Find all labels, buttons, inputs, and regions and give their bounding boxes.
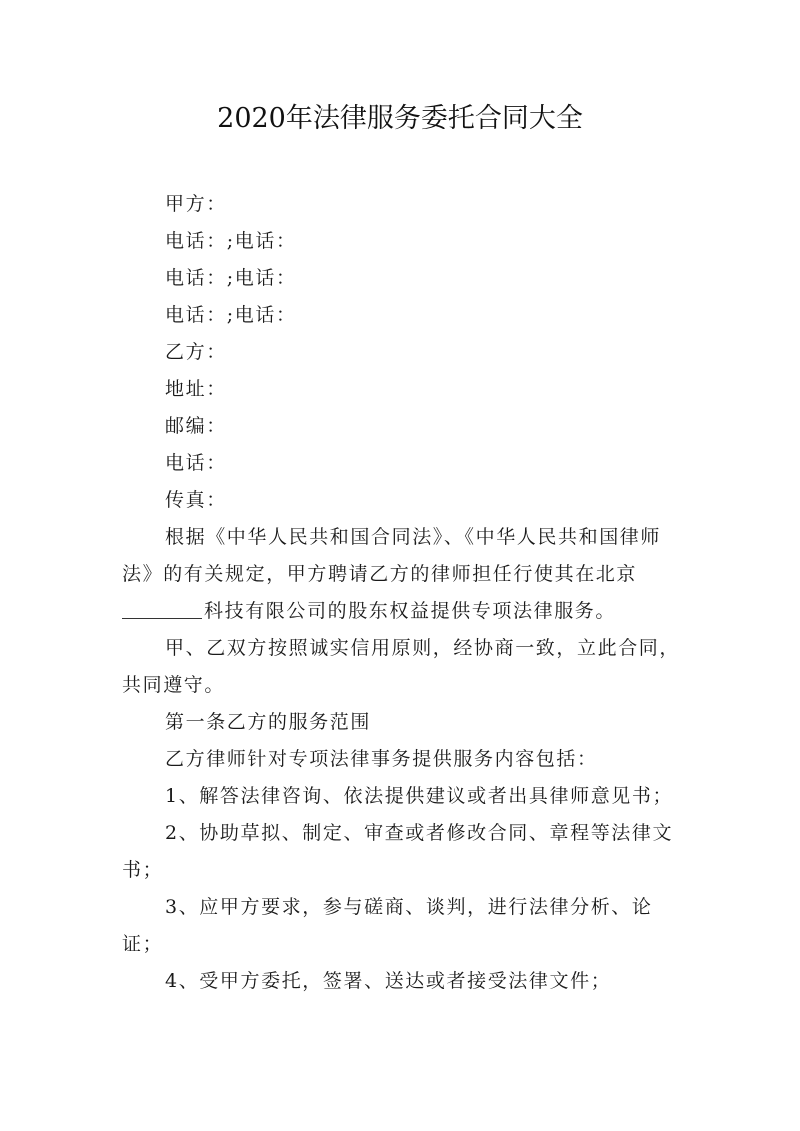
article-1-lead: 乙方律师针对专项法律事务提供服务内容包括： — [165, 748, 598, 770]
party-a-label: 甲方： — [165, 193, 227, 215]
article-1-item: 3、应甲方要求，参与磋商、谈判，进行法律分析、论证； — [122, 896, 653, 955]
intro-text-after-blank: 科技有限公司的股东权益提供专项法律服务。 — [204, 600, 617, 622]
party-a-phone-line: 电话：;电话： — [165, 267, 297, 289]
article-1-heading: 第一条乙方的服务范围 — [165, 711, 372, 733]
party-b-phone: 电话： — [165, 452, 227, 474]
party-a-phone-line: 电话：;电话： — [165, 230, 297, 252]
article-1-item: 1、解答法律咨询、依法提供建议或者出具律师意见书； — [165, 785, 674, 807]
party-b-fax: 传真： — [165, 489, 227, 511]
party-a-phone-line: 电话：;电话： — [165, 304, 297, 326]
document-title: 2020年法律服务委托合同大全 — [217, 103, 583, 134]
agreement-paragraph: 甲、乙双方按照诚实信用原则，经协商一致，立此合同，共同遵守。 — [122, 637, 681, 696]
party-b-label: 乙方： — [165, 341, 227, 363]
intro-text-before-blank: 根据《中华人民共和国合同法》、《中华人民共和国律师法》的有关规定，甲方聘请乙方的律师担任行使其在北京 — [122, 526, 662, 585]
party-b-postcode: 邮编： — [165, 415, 227, 437]
document-body — [122, 186, 688, 1000]
party-b-address: 地址： — [165, 378, 227, 400]
intro-paragraph — [122, 519, 688, 630]
article-1-item: 2、协助草拟、制定、审查或者修改合同、章程等法律文书； — [122, 822, 674, 881]
article-1-item: 4、受甲方委托，签署、送达或者接受法律文件； — [165, 970, 612, 992]
company-name-blank — [122, 600, 202, 619]
